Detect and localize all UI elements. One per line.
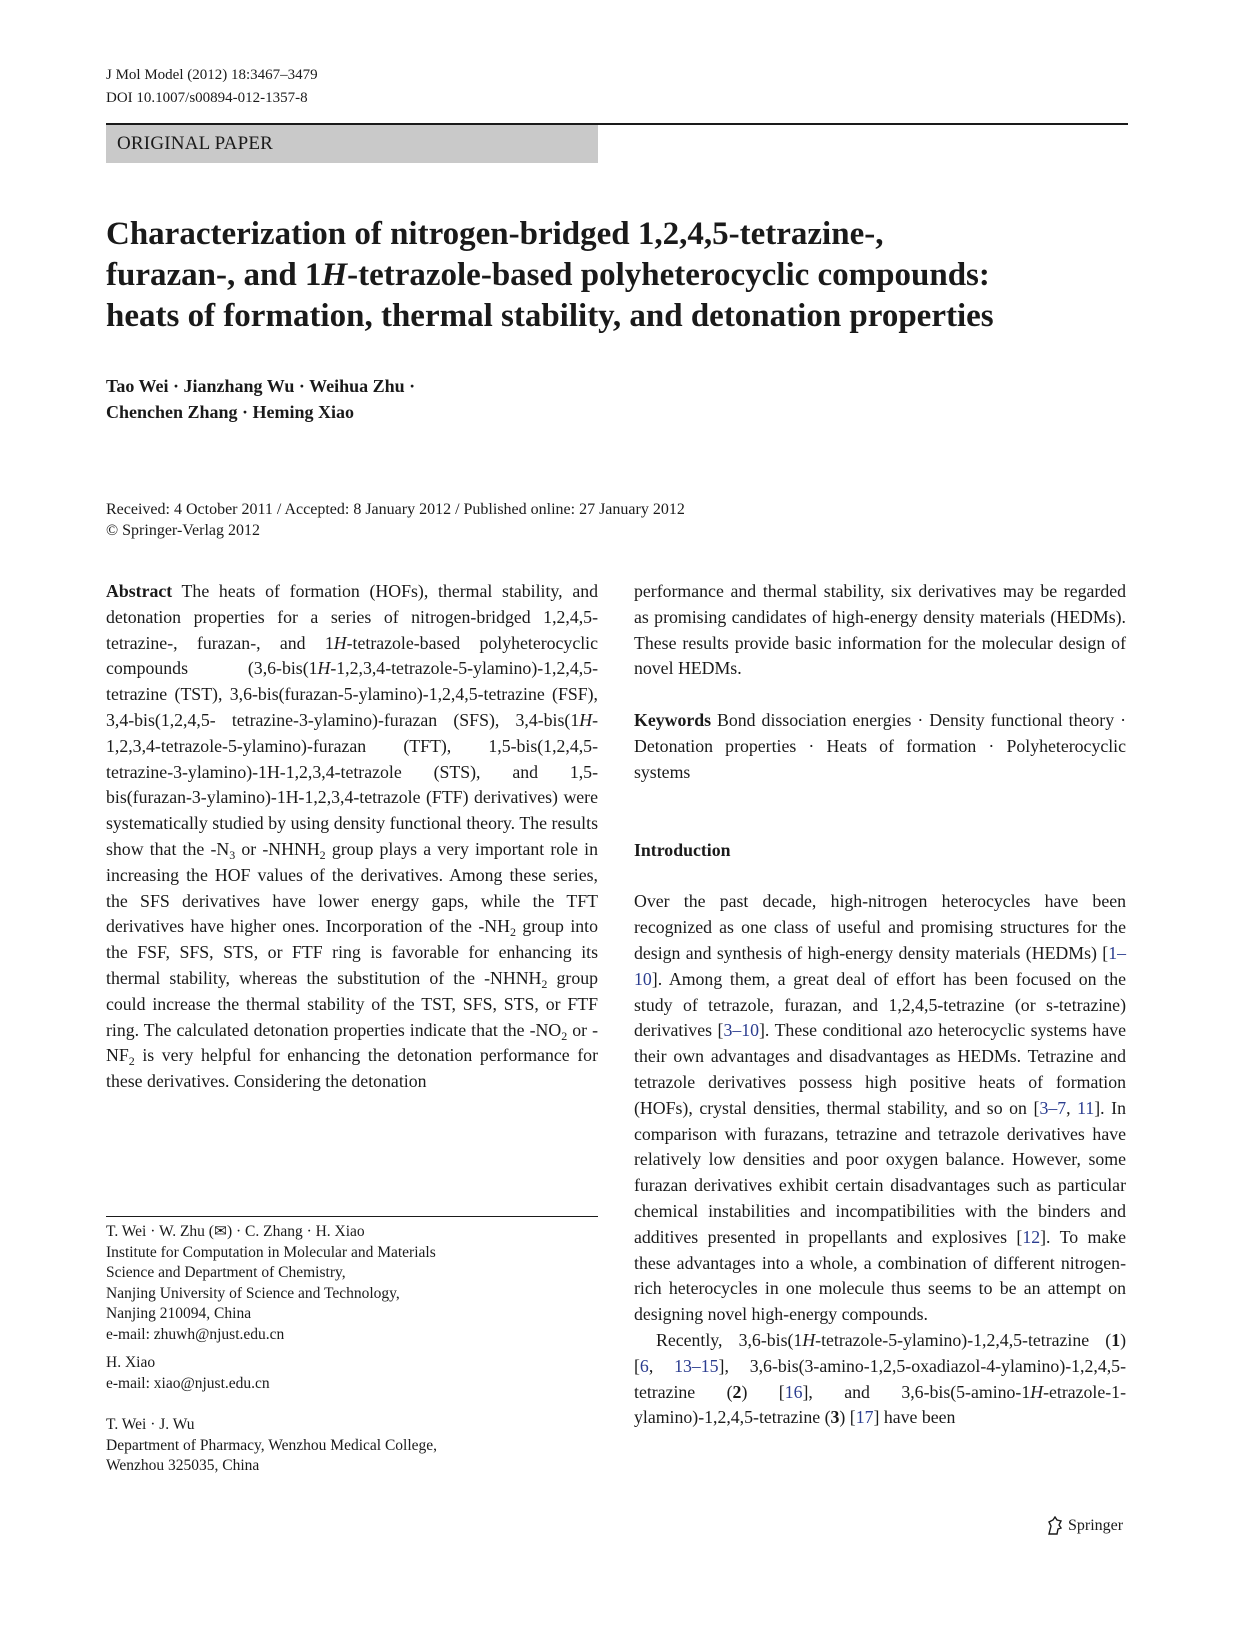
paper-title	[106, 214, 1126, 337]
email[interactable]: e-mail: zhuwh@njust.edu.cn	[106, 1325, 285, 1343]
citation-link[interactable]: 13–15	[674, 1355, 719, 1376]
italic-h: H	[579, 709, 593, 730]
intro-text: ]. These conditional azo heterocyclic systems have their own advantages and disadvantages as HEDMs. Tetrazine and tetrazole derivatives possess high positive heats of formation (HOFs), crystal densities, thermal stability, and so on [	[634, 1020, 1126, 1118]
citation-link[interactable]: 16	[784, 1381, 803, 1402]
citation-link[interactable]: 12	[1022, 1226, 1041, 1247]
subscript: 2	[319, 847, 326, 862]
journal-citation: J Mol Model (2012) 18:3467–3479	[106, 67, 318, 83]
abstract-continuation: performance and thermal stability, six derivatives may be regarded as promising candidates of high-energy density materials (HEDMs). These results provide basic information for the molecular design of novel HEDMs.	[634, 581, 1126, 679]
subscript: 2	[509, 925, 516, 940]
received-accepted: Received: 4 October 2011 / Accepted: 8 January 2012 / Published online: 27 January 2012	[106, 501, 685, 518]
publisher-name: Springer	[1068, 1517, 1124, 1534]
affiliation-line: Wenzhou 325035, China	[106, 1457, 260, 1474]
intro-text: ]. Among them, a great deal of effort has been focused on the study of tetrazole, furazan, and 1,2,4,5-tetrazine (or s-tetrazine) derivatives [	[634, 968, 1126, 1041]
intro-text: ) [	[741, 1381, 785, 1402]
intro-text: ]. To make these advantages into a whole, a combination of different nitrogen-rich heterocycles in one molecule thus seems to be an attempt on designing novel high-energy compounds.	[634, 1226, 1127, 1325]
italic-h: H	[317, 658, 331, 679]
intro-text: ], 3,6-bis(3-amino-1,2,5-oxadiazol-4-ylamino)-1,2,4,5-tetrazine (	[634, 1355, 1126, 1402]
affiliation-2	[106, 1353, 270, 1394]
publication-dates	[106, 499, 685, 541]
subscript: 3	[229, 847, 236, 862]
publisher-logo	[1046, 1515, 1123, 1537]
affiliation-line: Nanjing University of Science and Technology,	[106, 1284, 400, 1302]
abstract-heading: Abstract	[106, 581, 173, 601]
citation-link[interactable]: 17	[855, 1407, 874, 1428]
springer-horse-icon	[1046, 1516, 1064, 1536]
title-italic: H	[321, 257, 348, 293]
copyright: © Springer-Verlag 2012	[106, 522, 261, 539]
affiliation-names: T. Wei · J. Wu	[106, 1416, 195, 1433]
compound-number: 1	[1111, 1329, 1121, 1350]
right-column	[634, 579, 1126, 1431]
intro-text: Over the past decade, high-nitrogen heterocycles have been recognized as one class of useful and promising structures for the design and synthesis of high-energy density materials (HEDMs) [	[634, 891, 1126, 963]
doi: DOI 10.1007/s00894-012-1357-8	[106, 90, 308, 106]
intro-text: ,	[1066, 1097, 1078, 1118]
abstract-text: group could increase the thermal stability of the TST, SFS, STS, or FTF ring. The calculated detonation properties indicate that the -NO	[106, 967, 598, 1040]
affiliation-names: H. Xiao	[106, 1354, 156, 1371]
affiliation-3	[106, 1415, 437, 1477]
intro-paragraph-2	[634, 1328, 1126, 1431]
abstract-text: The heats of formation (HOFs), thermal stability, and detonation properties for a series of nitrogen-bridged 1,2,4,5-tetrazine-, furazan-, and 1	[106, 581, 598, 653]
abstract-text: group plays a very important role in increasing the HOF values of the derivatives. Among these series, the SFS derivatives have lower energy gaps, while the TFT derivatives have higher ones. Incorporation of the -NH	[106, 838, 599, 937]
affiliation-line: Department of Pharmacy, Wenzhou Medical College,	[106, 1436, 438, 1454]
email[interactable]: e-mail: xiao@njust.edu.cn	[106, 1374, 270, 1392]
abstract-text: -tetrazole-based polyheterocyclic compounds (3,6-bis(1	[106, 632, 598, 679]
subscript: 2	[561, 1028, 568, 1043]
abstract-text: group into the FSF, SFS, STS, or FTF ring is favorable for enhancing its thermal stability, whereas the substitution of the -NHNH	[106, 916, 598, 988]
subscript: 2	[128, 1054, 135, 1069]
title-line-3: heats of formation, thermal stability, and detonation properties	[106, 298, 994, 334]
intro-text: ] have been	[873, 1407, 956, 1428]
intro-text: ) [	[839, 1407, 856, 1428]
keywords-heading: Keywords	[634, 710, 712, 731]
authors-line-2: Chenchen Zhang · Heming Xiao	[106, 402, 355, 422]
citation-link[interactable]: 6	[639, 1355, 649, 1376]
title-line-1: Characterization of nitrogen-bridged 1,2,4,5-tetrazine-,	[106, 216, 884, 252]
citation-link[interactable]: 3–7	[1039, 1097, 1067, 1118]
section-label: ORIGINAL PAPER	[106, 125, 598, 163]
abstract-text: -1,2,3,4-tetrazole-5-ylamino)-1,2,4,5- tetrazine (TST), 3,6-bis(furazan-5-ylamino)-1,2,4,5-tetrazine (FSF), 3,4-bis(1,2,4,5- tetrazine-3-ylamino)-furazan (SFS), 3,4-bis(1	[106, 658, 598, 730]
citation-link[interactable]: 3–10	[723, 1020, 760, 1041]
affiliation-1	[106, 1222, 436, 1345]
title-text: -tetrazole-based polyheterocyclic compounds:	[347, 257, 990, 293]
title-line-2	[106, 255, 1126, 296]
affiliation-names: T. Wei · W. Zhu (✉) · C. Zhang · H. Xiao	[106, 1223, 365, 1240]
intro-text: -etrazole-1-ylamino)-1,2,4,5-tetrazine (	[634, 1381, 1126, 1428]
title-text: furazan-, and 1	[106, 257, 322, 293]
keywords	[634, 708, 1126, 785]
author-list	[106, 373, 415, 425]
abstract-text: is very helpful for enhancing the detonation performance for these derivatives. Considering the detonation	[106, 1045, 598, 1092]
abstract-text: or -NF	[106, 1019, 598, 1066]
citation-link[interactable]: 1–10	[634, 942, 1126, 989]
compound-number: 3	[830, 1407, 840, 1428]
intro-text: ]. In comparison with furazans, tetrazine and tetrazole derivatives have relatively low densities and poor oxygen balance. However, some furazan derivatives exhibit certain disadvantages such as particular chemical instabilities and incompatibilities with the binders and additives presented in propellants and explosives [	[634, 1097, 1126, 1247]
intro-text: ) [	[634, 1329, 1126, 1376]
affiliation-line: Institute for Computation in Molecular and Materials	[106, 1243, 436, 1261]
italic-h: H	[1030, 1381, 1044, 1402]
affiliation-line: Science and Department of Chemistry,	[106, 1264, 346, 1281]
italic-h: H	[802, 1329, 816, 1350]
intro-text: ,	[648, 1355, 675, 1376]
affiliation-line: Nanjing 210094, China	[106, 1305, 252, 1322]
footnote-rule	[106, 1216, 598, 1217]
abstract-paragraph	[106, 579, 598, 1095]
intro-paragraph-1	[634, 889, 1126, 1328]
intro-text: Recently, 3,6-bis(1	[656, 1329, 803, 1350]
abstract	[106, 579, 598, 1095]
intro-text: -tetrazole-5-ylamino)-1,2,4,5-tetrazine (	[815, 1329, 1112, 1350]
compound-number: 2	[732, 1381, 742, 1402]
introduction-heading: Introduction	[634, 839, 731, 860]
italic-h: H	[333, 632, 347, 653]
authors-line-1: Tao Wei · Jianzhang Wu · Weihua Zhu ·	[106, 376, 416, 396]
abstract-text: or -NHNH	[235, 838, 320, 859]
subscript: 2	[541, 976, 548, 991]
abstract-text: -1,2,3,4-tetrazole-5-ylamino)-furazan (TFT), 1,5-bis(1,2,4,5-tetrazine-3-ylamino)-1H-1,2,3,4-tetrazole (STS), and 1,5-bis(furazan-3-ylamino)-1H-1,2,3,4-tetrazole (FTF) derivatives) were systematically studied by using density functional theory. The results show that the -N	[106, 709, 598, 859]
intro-text: ], and 3,6-bis(5-amino-1	[802, 1381, 1031, 1402]
citation-link[interactable]: 11	[1077, 1097, 1095, 1118]
keywords-text: Bond dissociation energies · Density functional theory · Detonation properties · Heats of formation · Polyheterocyclic systems	[634, 710, 1126, 782]
